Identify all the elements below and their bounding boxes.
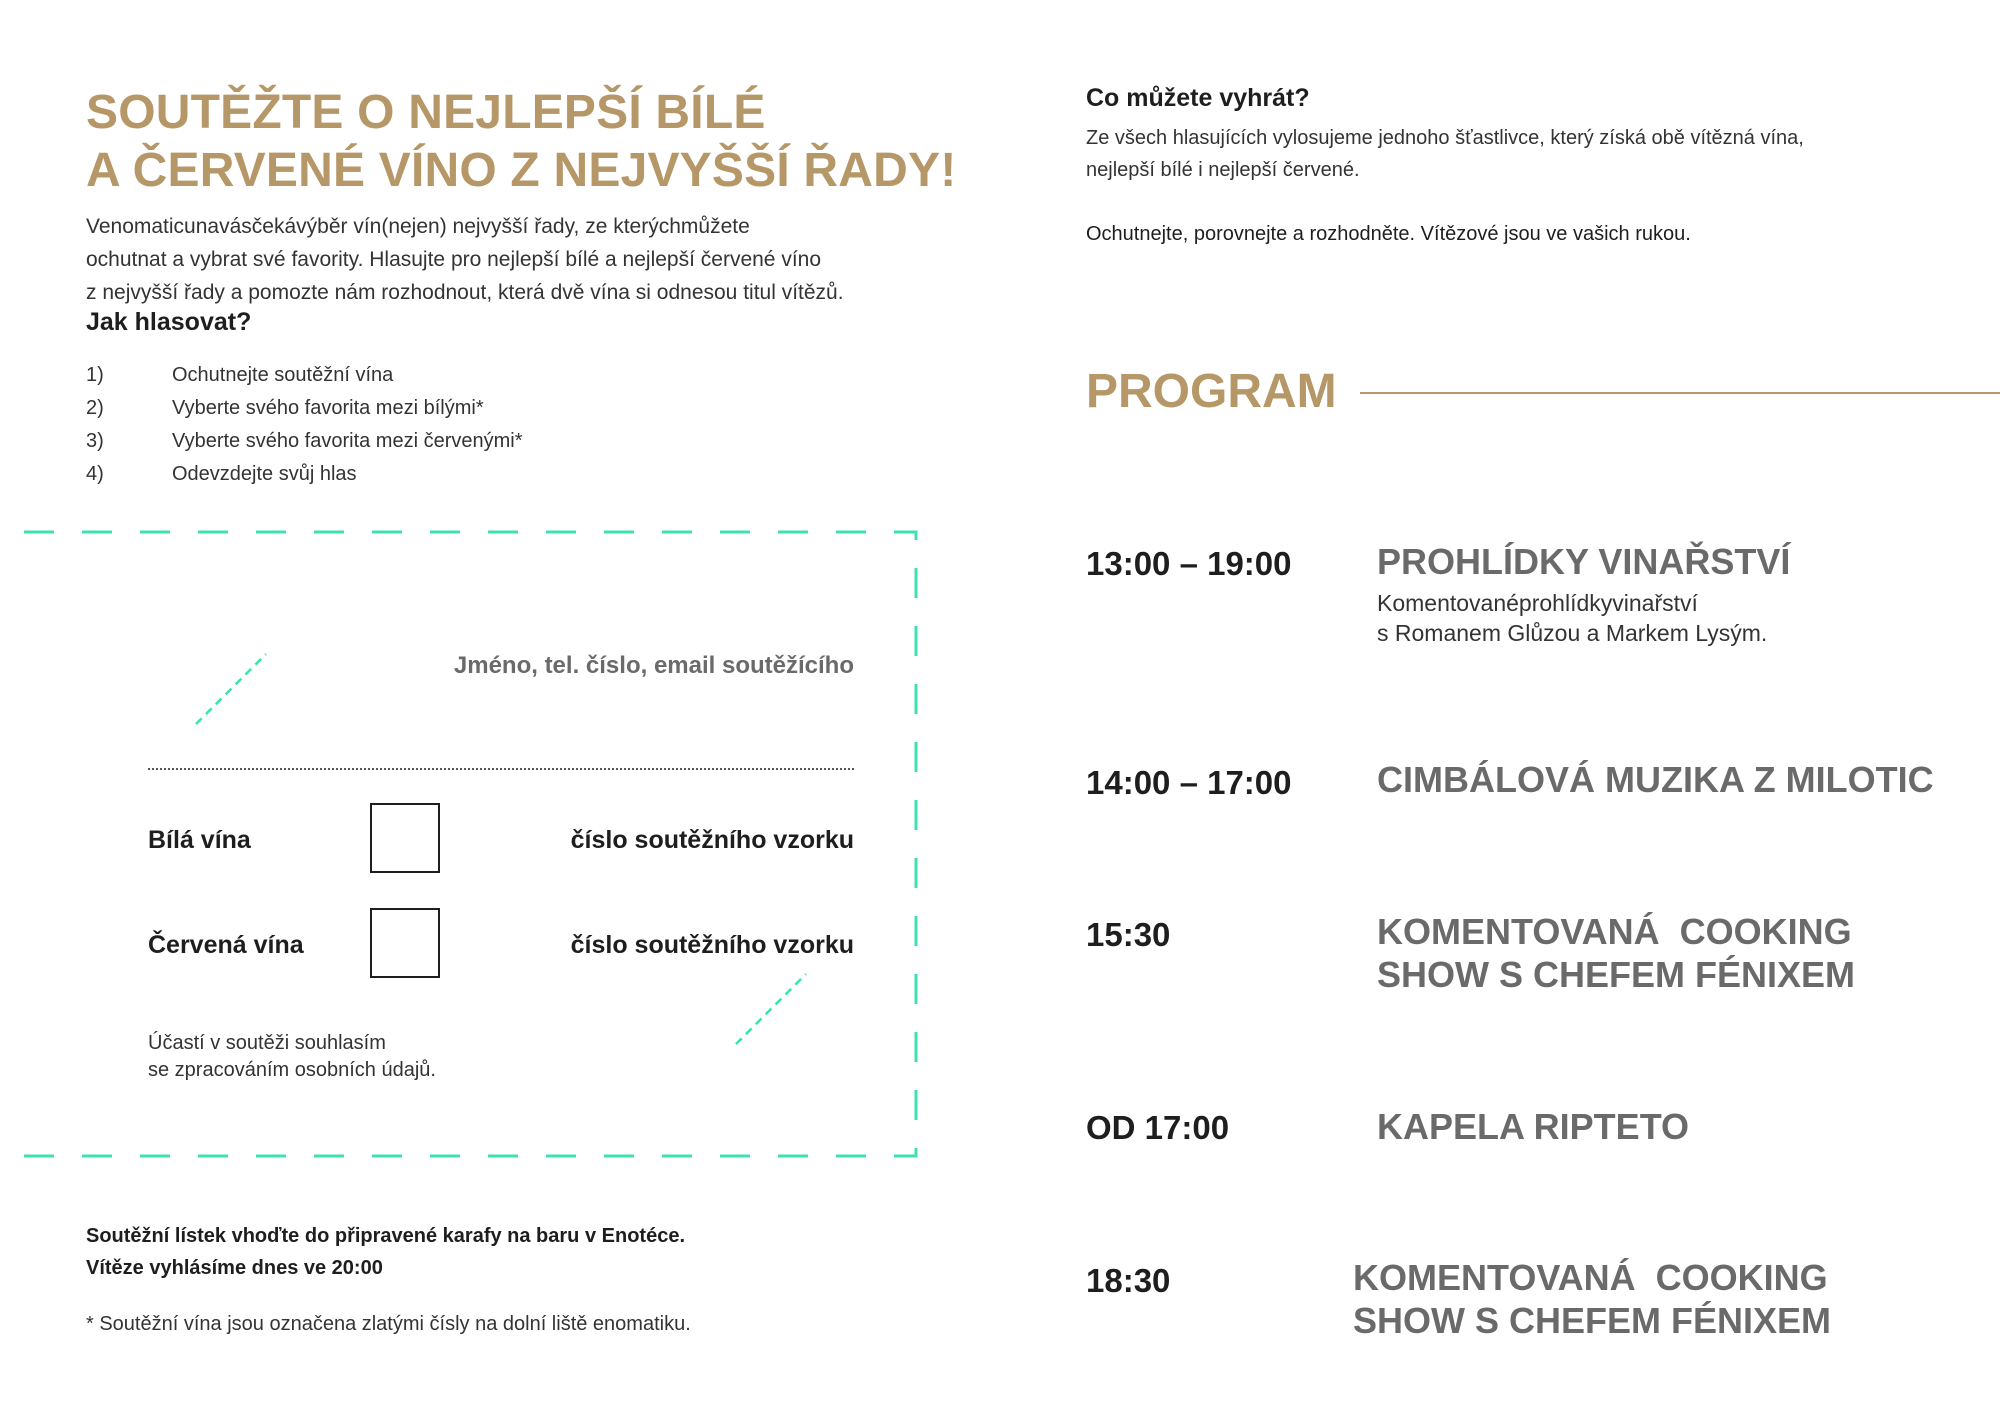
step-text: Ochutnejte soutěžní vína: [172, 364, 394, 386]
name-input-line[interactable]: [148, 768, 854, 770]
step-number: 1): [86, 364, 104, 386]
submission-note-line-1: Soutěžní lístek vhoďte do připravené karafy na baru v Enotéce.: [86, 1225, 685, 1247]
event-time: 14:00 – 17:00: [1086, 764, 1292, 801]
event-title: [1353, 1256, 1831, 1342]
prize-cta: Ochutnejte, porovnejte a rozhodněte. Vítězové jsou ve vašich rukou.: [1086, 223, 1691, 245]
event-time: 13:00 – 19:00: [1086, 545, 1292, 582]
intro-line-1: Venomaticunavásčekávýběr vín(nejen) nejvyšší řady, ze kterýchmůžete: [86, 215, 750, 238]
event-title-line: PROHLÍDKY VINAŘSTVÍ: [1377, 541, 1791, 582]
contest-title-line-2: A ČERVENÉ VÍNO Z NEJVYŠŠÍ ŘADY!: [86, 144, 957, 197]
step-text: Vyberte svého favorita mezi červenými*: [172, 430, 523, 452]
consent-text: [148, 1030, 436, 1084]
event-title-line: KOMENTOVANÁ COOKING: [1377, 911, 1852, 952]
event-description-line: Komentovanéprohlídkyvinařství: [1377, 590, 1698, 616]
event-title-line: SHOW S CHEFEM FÉNIXEM: [1353, 1300, 1832, 1341]
step-text: Odevzdejte svůj hlas: [172, 463, 357, 485]
program-heading: PROGRAM: [1086, 365, 1337, 418]
event-description-line: s Romanem Glůzou a Markem Lysým.: [1377, 620, 1768, 646]
step-number: 4): [86, 463, 104, 485]
prize-text-line-1: Ze všech hlasujících vylosujeme jednoho šťastlivce, který získá obě vítězná vína,: [1086, 127, 1804, 149]
white-sample-number-label: číslo soutěžního vzorku: [570, 826, 854, 854]
event-title: [1377, 758, 1934, 801]
step-text: Vyberte svého favorita mezi bílými*: [172, 397, 484, 419]
intro-line-2: ochutnat a vybrat své favority. Hlasujte pro nejlepší bílé a nejlepší červené víno: [86, 248, 822, 271]
event-time: 18:30: [1086, 1262, 1171, 1299]
event-description: [1377, 588, 1767, 648]
step-number: 3): [86, 430, 104, 452]
program-divider: [1360, 392, 2000, 394]
decorative-slash: [196, 654, 266, 724]
contest-title-line-1: SOUTĚŽTE O NEJLEPŠÍ BÍLÉ: [86, 86, 766, 139]
prize-text-line-2: nejlepší bílé i nejlepší červené.: [1086, 159, 1360, 181]
decorative-slash: [736, 974, 806, 1044]
red-wine-label: Červená vína: [148, 931, 304, 959]
event-title: [1377, 540, 1790, 583]
prize-heading: Co můžete vyhrát?: [1086, 84, 1310, 112]
submission-note: [86, 1220, 685, 1284]
submission-note-line-2: Vítěze vyhlásíme dnes ve 20:00: [86, 1257, 383, 1279]
name-field-label: Jméno, tel. číslo, email soutěžícího: [453, 652, 854, 679]
event-title: [1377, 910, 1855, 996]
event-time: 15:30: [1086, 916, 1171, 953]
red-sample-number-label: číslo soutěžního vzorku: [570, 931, 854, 959]
prize-text: [1086, 122, 1804, 186]
event-title: [1377, 1105, 1689, 1148]
white-wine-checkbox[interactable]: [370, 803, 440, 873]
event-title-line: CIMBÁLOVÁ MUZIKA Z MILOTIC: [1377, 759, 1934, 800]
red-wine-checkbox[interactable]: [370, 908, 440, 978]
how-to-vote-heading: Jak hlasovat?: [86, 308, 252, 336]
consent-line-1: Účastí v soutěži souhlasím: [148, 1032, 386, 1054]
white-wine-label: Bílá vína: [148, 826, 251, 854]
event-title-line: KOMENTOVANÁ COOKING: [1353, 1257, 1828, 1298]
intro-line-3: z nejvyšší řady a pomozte nám rozhodnout, která dvě vína si odnesou titul vítězů.: [86, 281, 844, 304]
event-time: OD 17:00: [1086, 1109, 1230, 1146]
consent-line-2: se zpracováním osobních údajů.: [148, 1059, 436, 1081]
event-title-line: SHOW S CHEFEM FÉNIXEM: [1377, 954, 1856, 995]
event-title-line: KAPELA RIPTETO: [1377, 1106, 1690, 1147]
footnote: * Soutěžní vína jsou označena zlatými čísly na dolní liště enomatiku.: [86, 1313, 691, 1335]
step-number: 2): [86, 397, 104, 419]
